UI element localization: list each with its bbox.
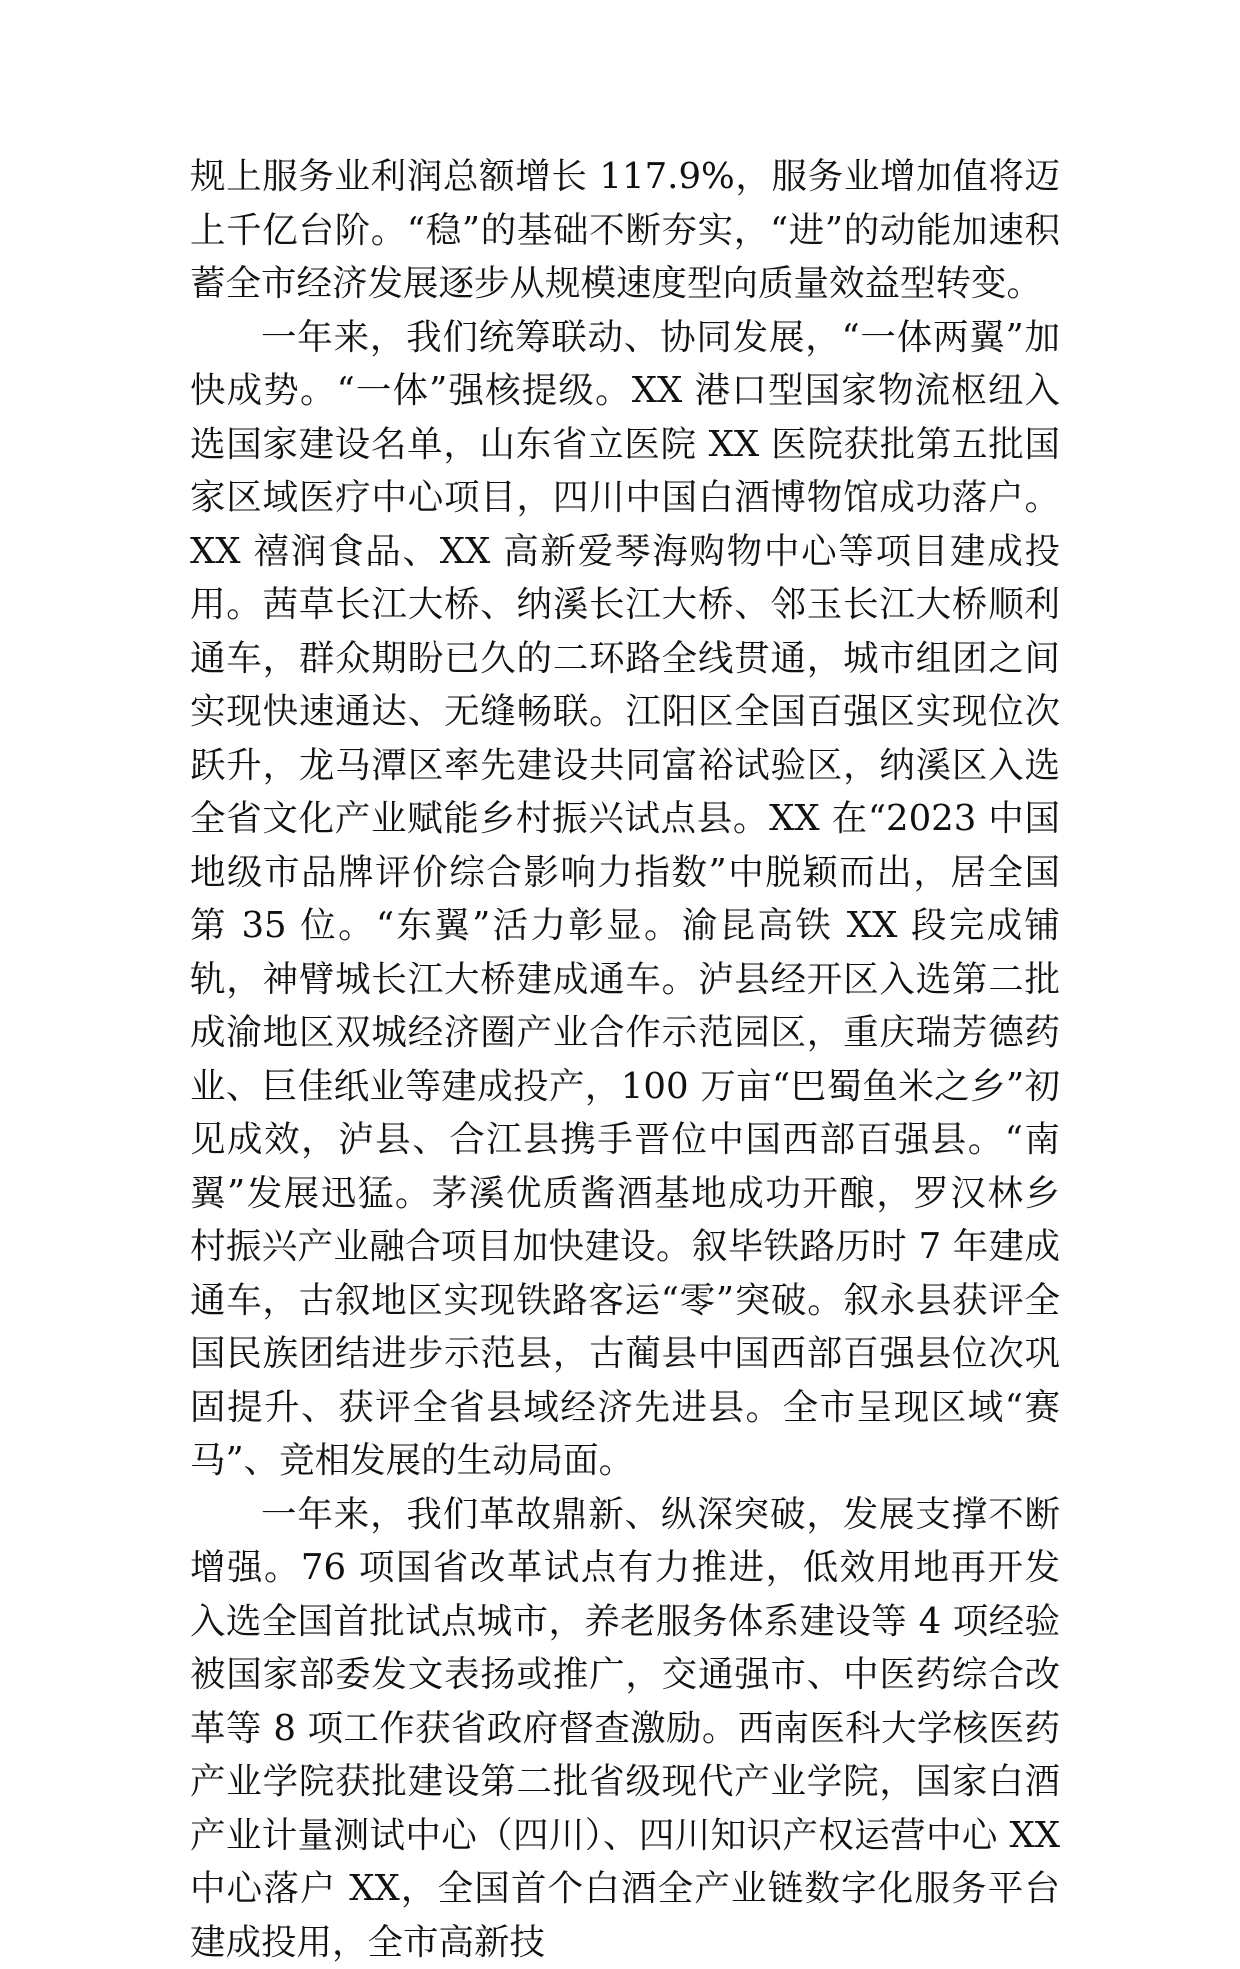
paragraph-coordinated-development: 一年来，我们统筹联动、协同发展，“一体两翼”加快成势。“一体”强核提级。XX 港口型国家物流枢纽入选国家建设名单，山东省立医院 XX 医院获批第五批国家区域医疗中心项目，四川中国白酒博物馆成功落户。XX 禧润食品、XX 高新爱琴海购物中心等项目建成投用。茜草长江大桥、纳溪长江大桥、邻玉长江大桥顺利通车，群众期盼已久的二环路全线贯通，城市组团之间实现快速通达、无缝畅联。江阳区全国百强区实现位次跃升，龙马潭区率先建设共同富裕试验区，纳溪区入选全省文化产业赋能乡村振兴试点县。XX 在“2023 中国地级市品牌评价综合影响力指数”中脱颖而出，居全国第 35 位。“东翼”活力彰显。渝昆高铁 XX 段完成铺轨，神臂城长江大桥建成通车。泸县经开区入选第二批成渝地区双城经济圈产业合作示范园区，重庆瑞芳德药业、巨佳纸业等建成投产，100 万亩“巴蜀鱼米之乡”初见成效，泸县、合江县携手晋位中国西部百强县。“南翼”发展迅猛。茅溪优质酱酒基地成功开酿，罗汉林乡村振兴产业融合项目加快建设。叙毕铁路历时 7 年建成通车，古叙地区实现铁路客运“零”突破。叙永县获评全国民族团结进步示范县，古蔺县中国西部百强县位次巩固提升、获评全省县域经济先进县。全市呈现区域“赛马”、竞相发展的生动局面。 [190, 311, 1060, 1488]
paragraph-continued: 规上服务业利润总额增长 117.9%，服务业增加值将迈上千亿台阶。“稳”的基础不断夯实，“进”的动能加速积蓄全市经济发展逐步从规模速度型向质量效益型转变。 [190, 150, 1060, 311]
document-body [190, 150, 1060, 1969]
paragraph-reform-innovation: 一年来，我们革故鼎新、纵深突破，发展支撑不断增强。76 项国省改革试点有力推进，低效用地再开发入选全国首批试点城市，养老服务体系建设等 4 项经验被国家部委发文表扬或推广，交通强市、中医药综合改革等 8 项工作获省政府督查激励。西南医科大学核医药产业学院获批建设第二批省级现代产业学院，国家白酒产业计量测试中心（四川）、四川知识产权运营中心 XX 中心落户 XX，全国首个白酒全产业链数字化服务平台建成投用，全市高新技 [190, 1488, 1060, 1969]
